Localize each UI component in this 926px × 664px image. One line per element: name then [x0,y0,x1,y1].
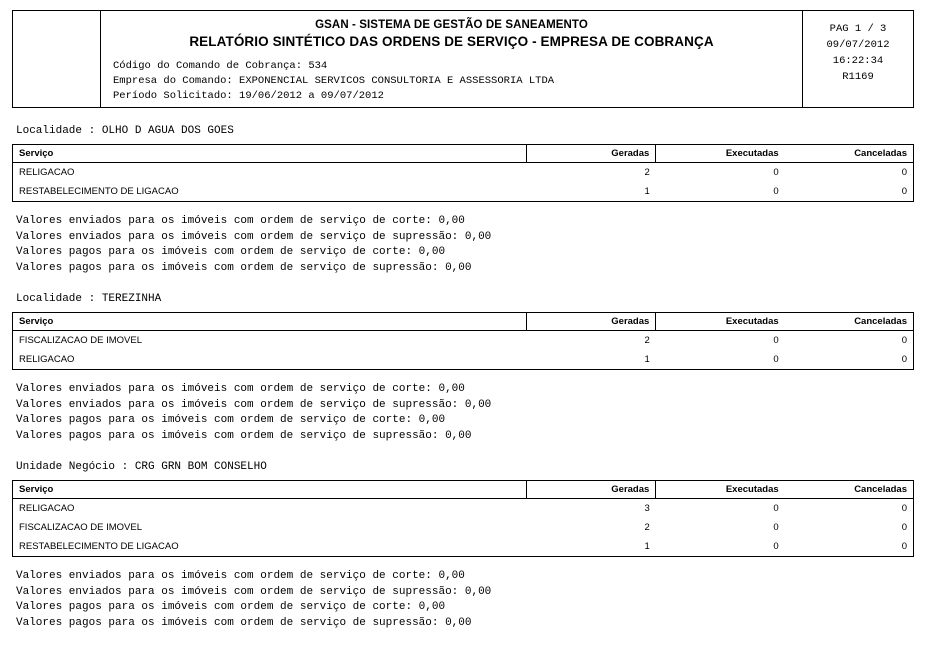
table-row [13,499,914,519]
table-row [13,518,914,537]
total-line: Valores enviados para os imóveis com ordem de serviço de corte: 0,00 [16,383,465,395]
cell-executed: 0 [773,522,779,533]
cell-service: RELIGACAO [19,503,75,514]
company-name: Empresa do Comando: EXPONENCIAL SERVICOS CONSULTORIA E ASSESSORIA LTDA [113,75,555,87]
section-label: Localidade : TEREZINHA [16,293,162,305]
report-date: 09/07/2012 [826,39,890,51]
table-header-row [13,313,914,331]
report-page [0,10,926,664]
column-header-cancelled: Canceladas [785,481,914,499]
report-title: RELATÓRIO SINTÉTICO DAS ORDENS DE SERVIÇO - EMPRESA DE COBRANÇA [189,34,714,49]
cell-generated: 2 [644,522,650,533]
cell-generated: 1 [644,186,650,197]
header-titles [101,11,803,107]
report-section [12,125,914,276]
total-line: Valores enviados para os imóveis com ordem de serviço de supressão: 0,00 [16,585,492,598]
column-header-executed: Executadas [656,145,785,163]
cell-generated: 2 [644,335,650,346]
total-line: Valores pagos para os imóveis com ordem de serviço de supressão: 0,00 [16,429,472,442]
section-totals [16,214,914,276]
report-code: R1169 [842,71,874,83]
column-header-generated: Geradas [526,313,656,331]
total-line: Valores enviados para os imóveis com ordem de serviço de supressão: 0,00 [16,398,492,411]
section-totals [16,569,914,631]
report-section [12,293,914,444]
column-header-cancelled: Canceladas [785,145,914,163]
total-line: Valores enviados para os imóveis com ordem de serviço de corte: 0,00 [16,570,465,582]
column-header-executed: Executadas [656,313,785,331]
section-label: Unidade Negócio : CRG GRN BOM CONSELHO [16,461,267,473]
header-meta [111,59,792,104]
system-title: GSAN - SISTEMA DE GESTÃO DE SANEAMENTO [315,19,588,31]
column-header-generated: Geradas [526,145,656,163]
cell-service: RELIGACAO [19,354,75,365]
table-row [13,537,914,557]
report-sections [0,125,926,631]
table-header-row [13,145,914,163]
cell-generated: 1 [644,354,650,365]
report-section [12,461,914,631]
page-number: PAG 1 / 3 [829,23,887,35]
cell-executed: 0 [773,167,779,178]
requested-period: Período Solicitado: 19/06/2012 a 09/07/2012 [113,90,384,102]
header-info [803,11,913,107]
command-code: Código do Comando de Cobrança: 534 [113,60,328,72]
report-time: 16:22:34 [832,55,884,67]
services-table [12,312,914,370]
cell-cancelled: 0 [901,335,907,346]
section-label: Localidade : OLHO D AGUA DOS GOES [16,125,234,137]
cell-service: RESTABELECIMENTO DE LIGACAO [19,541,179,552]
column-header-generated: Geradas [526,481,656,499]
total-line: Valores pagos para os imóveis com ordem de serviço de corte: 0,00 [16,246,446,258]
header-logo-area [13,11,101,107]
cell-executed: 0 [773,186,779,197]
cell-cancelled: 0 [901,522,907,533]
cell-executed: 0 [773,541,779,552]
table-row [13,350,914,370]
total-line: Valores enviados para os imóveis com ordem de serviço de corte: 0,00 [16,215,465,227]
table-row [13,182,914,202]
column-header-executed: Executadas [656,481,785,499]
column-header-service: Serviço [13,313,527,331]
cell-generated: 1 [644,541,650,552]
table-header-row [13,481,914,499]
total-line: Valores pagos para os imóveis com ordem de serviço de corte: 0,00 [16,414,446,426]
cell-service: FISCALIZACAO DE IMOVEL [19,335,142,346]
cell-service: RESTABELECIMENTO DE LIGACAO [19,186,179,197]
cell-cancelled: 0 [901,167,907,178]
cell-service: FISCALIZACAO DE IMOVEL [19,522,142,533]
cell-cancelled: 0 [901,186,907,197]
cell-generated: 3 [644,503,650,514]
cell-executed: 0 [773,503,779,514]
column-header-service: Serviço [13,145,527,163]
table-row [13,331,914,351]
total-line: Valores pagos para os imóveis com ordem de serviço de supressão: 0,00 [16,616,472,629]
services-table [12,144,914,202]
services-table [12,480,914,557]
section-totals [16,382,914,444]
column-header-service: Serviço [13,481,527,499]
table-row [13,163,914,183]
cell-generated: 2 [644,167,650,178]
cell-cancelled: 0 [901,503,907,514]
column-header-cancelled: Canceladas [785,313,914,331]
total-line: Valores pagos para os imóveis com ordem de serviço de supressão: 0,00 [16,261,472,274]
report-header [12,10,914,108]
total-line: Valores enviados para os imóveis com ordem de serviço de supressão: 0,00 [16,230,492,243]
cell-cancelled: 0 [901,541,907,552]
total-line: Valores pagos para os imóveis com ordem de serviço de corte: 0,00 [16,601,446,613]
cell-service: RELIGACAO [19,167,75,178]
cell-executed: 0 [773,354,779,365]
cell-executed: 0 [773,335,779,346]
cell-cancelled: 0 [901,354,907,365]
